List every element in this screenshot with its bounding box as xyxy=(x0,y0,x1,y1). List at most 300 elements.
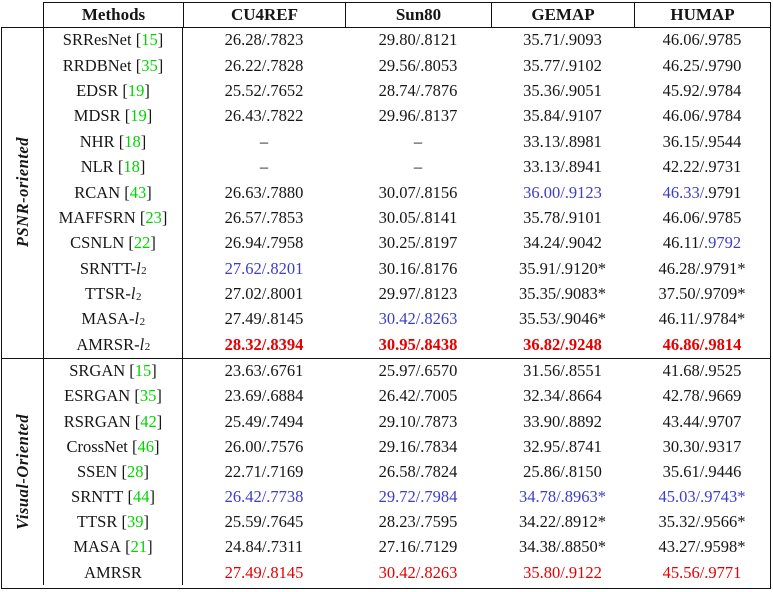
value-segment: 43.44/.9707 xyxy=(662,411,742,431)
value-cell xyxy=(634,154,770,179)
table-row xyxy=(44,535,770,560)
cite-bracket: [ xyxy=(130,386,140,406)
cite-bracket: ] xyxy=(140,131,147,151)
value-segment: 29.56/.8053 xyxy=(378,55,458,75)
value-cell xyxy=(491,510,634,535)
value-segment: 26.00/.7576 xyxy=(224,436,304,456)
value-segment: 27.49/.8145 xyxy=(224,309,304,329)
cite-bracket: [ xyxy=(113,157,124,177)
method-name: NHR xyxy=(79,131,115,151)
value-cell xyxy=(491,180,634,205)
section-label-visual: Visual-Oriented xyxy=(12,414,32,530)
method-cell xyxy=(44,384,183,409)
math-l: l xyxy=(130,284,136,304)
value-segment: .9791 xyxy=(704,182,742,202)
math-subscript: 2 xyxy=(141,265,147,278)
value-segment: 30.30/.9317 xyxy=(662,436,742,456)
value-cell xyxy=(345,560,491,585)
value-segment: 22.71/.7169 xyxy=(224,461,304,481)
table-row xyxy=(44,332,770,357)
value-segment: 26.57/.7853 xyxy=(224,207,304,227)
value-segment: 34.24/.9042 xyxy=(523,233,602,253)
value-segment: 26.43/.7822 xyxy=(224,106,304,126)
value-segment: 25.86/.8150 xyxy=(523,461,602,481)
cite-bracket: ] xyxy=(146,182,152,202)
table-row xyxy=(44,359,770,384)
value-segment: 35.77/.9102 xyxy=(523,55,602,75)
math-l: l xyxy=(134,309,140,329)
method-cell xyxy=(44,205,183,230)
citation-number: 21 xyxy=(130,537,148,557)
value-segment: 34.22/.8912* xyxy=(518,512,607,532)
method-cell xyxy=(44,332,183,357)
cite-bracket: ] xyxy=(149,487,155,507)
value-segment: 35.32/.9566* xyxy=(658,512,746,532)
value-segment: 46.06/.9784 xyxy=(662,106,742,126)
cite-bracket: [ xyxy=(130,411,141,431)
cite-bracket: [ xyxy=(135,207,146,227)
value-cell xyxy=(634,485,770,510)
table-row xyxy=(44,510,770,535)
value-cell xyxy=(634,384,770,409)
value-cell xyxy=(491,485,634,510)
method-cell xyxy=(44,510,183,535)
value-cell xyxy=(491,28,634,53)
value-segment: 46.11/.9784* xyxy=(658,309,746,329)
rows-psnr xyxy=(44,28,770,358)
value-segment: 26.94/.7958 xyxy=(224,233,304,253)
method-cell xyxy=(44,53,183,78)
value-cell xyxy=(634,205,770,230)
value-segment: 46.25/.9790 xyxy=(662,55,742,75)
value-cell xyxy=(491,205,634,230)
table-row xyxy=(44,384,770,409)
value-segment: 24.84/.7311 xyxy=(224,537,304,557)
cite-bracket: ] xyxy=(157,30,164,50)
value-cell xyxy=(183,459,345,484)
table-row xyxy=(44,459,770,484)
method-name: AMRSR- xyxy=(76,334,140,354)
value-cell xyxy=(183,384,345,409)
method-name: SRNTT- xyxy=(79,258,137,278)
value-cell xyxy=(183,409,345,434)
citation-number: 23 xyxy=(145,207,162,227)
value-segment: 35.61/.9446 xyxy=(662,461,742,481)
value-cell xyxy=(345,53,491,78)
value-segment: 43.27/.9598* xyxy=(658,537,746,557)
table-row xyxy=(44,129,770,154)
value-cell xyxy=(183,53,345,78)
citation-number: 39 xyxy=(126,512,144,532)
value-segment: 35.78/.9101 xyxy=(523,207,602,227)
table-row xyxy=(44,307,770,332)
table-row xyxy=(44,205,770,230)
value-segment: 32.34/.8664 xyxy=(523,386,602,406)
value-cell xyxy=(345,154,491,179)
cite-bracket: ] xyxy=(144,80,150,100)
cite-bracket: ] xyxy=(139,157,146,177)
citation-number: 18 xyxy=(124,131,141,151)
value-cell xyxy=(345,409,491,434)
value-cell xyxy=(634,332,770,357)
math-subscript: 2 xyxy=(135,290,142,303)
value-segment: 31.56/.8551 xyxy=(523,361,602,381)
value-segment: 35.53/.9046* xyxy=(518,309,607,329)
cite-bracket: [ xyxy=(120,106,131,126)
value-cell xyxy=(634,281,770,306)
method-name: TTSR- xyxy=(85,284,131,304)
value-cell xyxy=(345,28,491,53)
table-row xyxy=(44,560,770,585)
value-segment: 27.49/.8145 xyxy=(224,562,304,582)
cite-bracket: ] xyxy=(146,106,153,126)
value-segment: 29.96/.8137 xyxy=(378,106,458,126)
value-segment: 29.10/.7873 xyxy=(378,411,458,431)
value-cell xyxy=(634,256,770,281)
table-row xyxy=(44,256,770,281)
value-segment: 30.95/.8438 xyxy=(378,334,458,354)
section-side-visual xyxy=(2,359,44,586)
value-segment: 29.97/.8123 xyxy=(378,284,458,304)
value-segment: 35.35/.9083* xyxy=(518,284,607,304)
value-segment: 30.07/.8156 xyxy=(378,182,458,202)
value-cell xyxy=(183,510,345,535)
value-segment: 27.16/.7129 xyxy=(378,537,458,557)
value-cell xyxy=(491,434,634,459)
cite-bracket: [ xyxy=(118,80,128,100)
cite-bracket: [ xyxy=(131,55,142,75)
cite-bracket: [ xyxy=(117,512,127,532)
method-name: MDSR xyxy=(73,106,121,126)
method-name: RSRGAN xyxy=(63,411,131,431)
value-segment: 33.13/.8981 xyxy=(523,131,602,151)
cite-bracket: ] xyxy=(156,386,162,406)
citation-number: 15 xyxy=(134,361,152,381)
value-segment: 25.49/.7494 xyxy=(224,411,304,431)
citation-number: 28 xyxy=(126,461,144,481)
method-cell xyxy=(44,307,183,332)
citation-number: 22 xyxy=(133,233,151,253)
table-row xyxy=(44,78,770,103)
value-segment: 46.28/.9791* xyxy=(658,258,746,278)
math-l: l xyxy=(139,334,145,354)
value-cell xyxy=(491,459,634,484)
value-cell xyxy=(345,129,491,154)
value-segment: 27.02/.8001 xyxy=(224,284,304,304)
method-name: CrossNet xyxy=(66,436,128,456)
table-row xyxy=(44,28,770,53)
cite-bracket: ] xyxy=(157,55,164,75)
table-row xyxy=(44,180,770,205)
method-cell xyxy=(44,28,183,53)
value-cell xyxy=(491,535,634,560)
value-cell xyxy=(183,180,345,205)
value-segment: 42.22/.9731 xyxy=(662,157,742,177)
method-cell xyxy=(44,560,183,585)
value-cell xyxy=(183,104,345,129)
value-segment: 36.00/.9123 xyxy=(523,182,602,202)
citation-number: 19 xyxy=(130,106,147,126)
citation-number: 43 xyxy=(129,182,147,202)
value-cell xyxy=(634,180,770,205)
value-segment: 28.74/.7876 xyxy=(378,80,458,100)
value-segment: 30.42/.8263 xyxy=(378,562,458,582)
method-cell xyxy=(44,409,183,434)
citation-number: 44 xyxy=(132,487,150,507)
value-segment: 26.42/.7005 xyxy=(378,386,458,406)
value-cell xyxy=(634,104,770,129)
table-body xyxy=(1,27,771,590)
value-cell xyxy=(491,78,634,103)
value-cell xyxy=(345,180,491,205)
value-segment: – xyxy=(413,131,423,151)
citation-number: 35 xyxy=(139,386,157,406)
cite-bracket: [ xyxy=(123,487,133,507)
cite-bracket: [ xyxy=(131,30,142,50)
value-cell xyxy=(491,560,634,585)
value-cell xyxy=(634,231,770,256)
cite-bracket: ] xyxy=(151,361,157,381)
method-cell xyxy=(44,154,183,179)
value-cell xyxy=(491,409,634,434)
value-cell xyxy=(634,53,770,78)
table-row xyxy=(44,485,770,510)
table-row xyxy=(44,409,770,434)
value-cell xyxy=(634,434,770,459)
math-l: l xyxy=(136,258,141,278)
value-cell xyxy=(345,78,491,103)
value-segment: 36.82/.9248 xyxy=(523,334,602,354)
value-cell xyxy=(183,560,345,585)
value-cell xyxy=(345,434,491,459)
value-cell xyxy=(183,154,345,179)
value-cell xyxy=(183,332,345,357)
rows-visual xyxy=(44,359,770,586)
table-row xyxy=(44,154,770,179)
value-cell xyxy=(634,535,770,560)
value-segment: 45.03/.9743* xyxy=(658,487,746,507)
value-segment: 28.23/.7595 xyxy=(378,512,458,532)
method-name: SRResNet xyxy=(62,30,132,50)
method-name: SRGAN xyxy=(69,361,126,381)
citation-number: 35 xyxy=(141,55,158,75)
value-segment: 35.84/.9107 xyxy=(523,106,602,126)
value-segment: 30.16/.8176 xyxy=(378,258,458,278)
value-cell xyxy=(183,485,345,510)
citation-number: 19 xyxy=(127,80,145,100)
value-segment: 26.42/.7738 xyxy=(224,487,304,507)
value-segment: 30.05/.8141 xyxy=(378,207,458,227)
value-segment: 45.56/.9771 xyxy=(662,562,742,582)
cite-bracket: ] xyxy=(150,233,156,253)
value-segment: 30.42/.8263 xyxy=(378,309,458,329)
value-cell xyxy=(183,205,345,230)
value-cell xyxy=(634,129,770,154)
value-segment: 37.50/.9709* xyxy=(658,284,746,304)
citation-number: 18 xyxy=(123,157,140,177)
value-segment: 26.22/.7828 xyxy=(224,55,304,75)
value-cell xyxy=(345,535,491,560)
section-psnr-oriented xyxy=(2,28,770,358)
value-cell xyxy=(183,129,345,154)
header-col-sun80: Sun80 xyxy=(345,3,491,27)
value-segment: 36.15/.9544 xyxy=(662,131,742,151)
value-segment: 34.78/.8963* xyxy=(518,487,607,507)
math-subscript: 2 xyxy=(144,341,151,354)
method-name: TTSR xyxy=(77,512,118,532)
method-name: CSNLN xyxy=(70,233,125,253)
value-segment: 25.59/.7645 xyxy=(224,512,304,532)
value-cell xyxy=(345,485,491,510)
value-cell xyxy=(345,205,491,230)
value-cell xyxy=(345,281,491,306)
method-cell xyxy=(44,434,183,459)
value-cell xyxy=(183,359,345,384)
value-segment: 29.80/.8121 xyxy=(378,30,458,50)
method-cell xyxy=(44,459,183,484)
value-segment: 26.63/.7880 xyxy=(224,182,304,202)
method-name: NLR xyxy=(80,157,114,177)
value-segment: 35.91/.9120* xyxy=(518,258,607,278)
value-segment: 23.69/.6884 xyxy=(224,386,304,406)
value-cell xyxy=(634,459,770,484)
method-cell xyxy=(44,129,183,154)
value-cell xyxy=(345,231,491,256)
value-segment: 42.78/.9669 xyxy=(662,386,742,406)
cite-bracket: ] xyxy=(161,207,168,227)
value-segment: 30.25/.8197 xyxy=(378,233,458,253)
method-name: SRNTT xyxy=(71,487,124,507)
value-segment: 46.33/ xyxy=(662,182,705,202)
method-cell xyxy=(44,231,183,256)
value-segment: 27.62/.8201 xyxy=(224,258,304,278)
value-segment: 29.16/.7834 xyxy=(378,436,458,456)
value-segment: 32.95/.8741 xyxy=(523,436,602,456)
value-cell xyxy=(491,154,634,179)
value-cell xyxy=(491,281,634,306)
value-cell xyxy=(183,28,345,53)
cite-bracket: [ xyxy=(114,131,125,151)
method-name: AMRSR xyxy=(84,562,142,582)
value-segment: 33.13/.8941 xyxy=(523,157,602,177)
value-segment: 34.38/.8850* xyxy=(518,537,607,557)
cite-bracket: ] xyxy=(156,411,163,431)
value-cell xyxy=(183,256,345,281)
value-segment: 33.90/.8892 xyxy=(523,411,602,431)
value-segment: 23.63/.6761 xyxy=(224,361,304,381)
cite-bracket: [ xyxy=(125,361,135,381)
citation-number: 15 xyxy=(141,30,158,50)
value-cell xyxy=(634,560,770,585)
method-cell xyxy=(44,535,183,560)
value-cell xyxy=(345,510,491,535)
value-segment: – xyxy=(413,157,423,177)
header-col-cu4ref: CU4REF xyxy=(183,3,345,27)
method-name: ESRGAN xyxy=(64,386,131,406)
table-row xyxy=(44,104,770,129)
value-cell xyxy=(491,256,634,281)
method-name: MASA xyxy=(73,537,122,557)
table-row xyxy=(44,281,770,306)
value-segment: 46.06/.9785 xyxy=(662,207,742,227)
value-cell xyxy=(183,78,345,103)
value-cell xyxy=(345,307,491,332)
method-cell xyxy=(44,104,183,129)
value-cell xyxy=(183,231,345,256)
cite-bracket: ] xyxy=(154,436,160,456)
value-cell xyxy=(634,409,770,434)
method-cell xyxy=(44,78,183,103)
value-cell xyxy=(491,359,634,384)
value-cell xyxy=(491,104,634,129)
value-cell xyxy=(345,104,491,129)
value-cell xyxy=(183,307,345,332)
value-cell xyxy=(634,359,770,384)
value-segment: 35.80/.9122 xyxy=(523,562,602,582)
value-segment: 29.72/.7984 xyxy=(378,487,458,507)
section-side-psnr xyxy=(2,28,44,358)
value-segment: 46.86/.9814 xyxy=(662,334,742,354)
value-segment: 26.58/.7824 xyxy=(378,461,458,481)
value-cell xyxy=(491,307,634,332)
value-cell xyxy=(491,231,634,256)
value-cell xyxy=(634,78,770,103)
value-cell xyxy=(634,510,770,535)
value-segment: 35.71/.9093 xyxy=(523,30,602,50)
value-cell xyxy=(491,129,634,154)
table-row xyxy=(44,434,770,459)
method-cell xyxy=(44,256,183,281)
value-segment: 46.06/.9785 xyxy=(662,30,742,50)
value-cell xyxy=(345,332,491,357)
cite-bracket: ] xyxy=(143,461,149,481)
cite-bracket: ] xyxy=(143,512,149,532)
header-methods: Methods xyxy=(81,4,146,24)
method-name: MASA- xyxy=(81,309,135,329)
cite-bracket: [ xyxy=(127,436,138,456)
value-cell xyxy=(491,384,634,409)
value-segment: 46.11/ xyxy=(662,233,704,253)
method-name: MAFFSRN xyxy=(58,207,136,227)
method-name: RCAN xyxy=(74,182,121,202)
method-cell xyxy=(44,359,183,384)
citation-number: 42 xyxy=(140,411,157,431)
value-segment: – xyxy=(259,131,269,151)
value-cell xyxy=(345,359,491,384)
value-segment: 41.68/.9525 xyxy=(662,361,742,381)
value-cell xyxy=(491,53,634,78)
value-segment: 25.97/.6570 xyxy=(378,361,458,381)
value-cell xyxy=(183,281,345,306)
value-cell xyxy=(345,459,491,484)
value-segment: 45.92/.9784 xyxy=(662,80,742,100)
method-name: RRDBNet xyxy=(62,55,132,75)
cite-bracket: [ xyxy=(121,537,131,557)
method-name: EDSR xyxy=(76,80,119,100)
value-segment: 26.28/.7823 xyxy=(224,30,304,50)
cite-bracket: [ xyxy=(117,461,127,481)
math-subscript: 2 xyxy=(139,315,146,328)
value-segment: – xyxy=(259,157,269,177)
method-cell xyxy=(44,180,183,205)
value-segment: .9792 xyxy=(703,233,742,253)
method-cell xyxy=(44,281,183,306)
cite-bracket: [ xyxy=(120,182,130,202)
value-cell xyxy=(634,28,770,53)
value-segment: 35.36/.9051 xyxy=(523,80,602,100)
section-label-psnr: PSNR-oriented xyxy=(12,137,32,248)
table-header xyxy=(43,2,771,27)
